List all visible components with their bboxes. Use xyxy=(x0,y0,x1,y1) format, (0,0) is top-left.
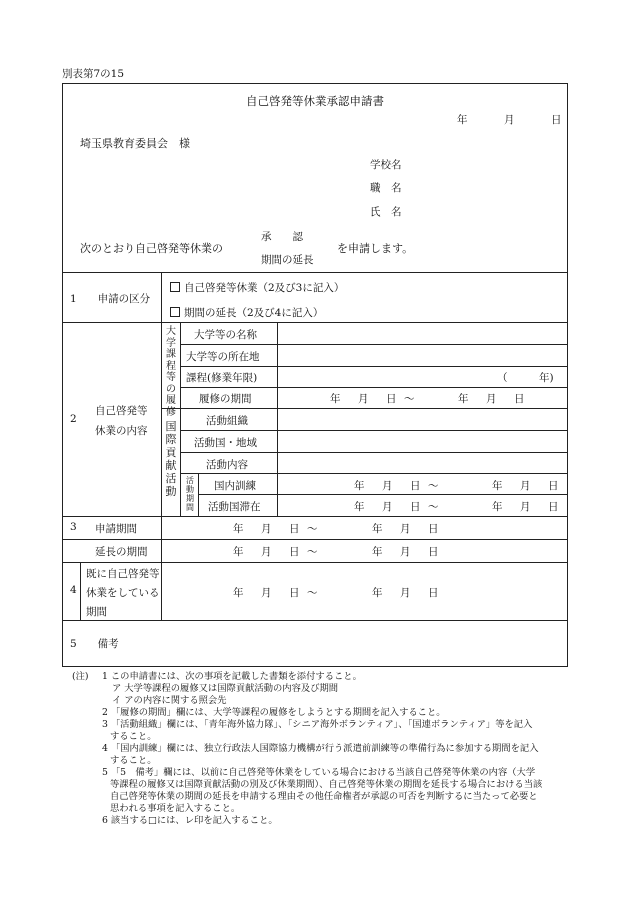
request-option-approval: 承 認 xyxy=(261,231,303,243)
sec2-label-1: 自己啓発等 xyxy=(95,405,148,417)
sec1-option-extension[interactable]: 期間の延長（2及び4に記入） xyxy=(170,305,323,320)
request-option-extension: 期間の延長 xyxy=(261,254,314,266)
sec5-label: 5 備考 xyxy=(70,638,119,650)
sec3-label: 申請期間 xyxy=(95,523,137,535)
sec4-label-1: 既に自己啓発等 xyxy=(86,568,160,580)
name-label: 氏 名 xyxy=(370,206,402,218)
row-domestic-training: 国内訓練 xyxy=(214,480,256,492)
school-label: 学校名 xyxy=(370,159,402,171)
sec3-num: 3 xyxy=(70,521,77,533)
row-study-period: 履修の期間 xyxy=(199,393,252,405)
row-uni-location: 大学等の所在地 xyxy=(186,351,260,363)
checkbox-leave[interactable] xyxy=(170,282,180,292)
sec1-option-leave[interactable]: 自己啓発等休業（2及び3に記入） xyxy=(170,280,344,295)
row-content: 活動内容 xyxy=(206,459,248,471)
form-id: 別表第7の15 xyxy=(62,68,125,80)
period-group-label: 活動期間 xyxy=(186,476,194,512)
sec2-label-2: 休業の内容 xyxy=(95,425,148,437)
checkbox-extension[interactable] xyxy=(170,307,180,317)
row-uni-name: 大学等の名称 xyxy=(194,329,257,341)
sec1-label: 1 申請の区分 xyxy=(70,293,151,305)
sec4-label-2: 休業をしている xyxy=(86,587,160,599)
request-suffix: を申請します。 xyxy=(337,242,414,255)
row-course: 課程(修業年限) xyxy=(186,372,258,384)
request-prefix: 次のとおり自己啓発等休業の xyxy=(80,242,223,255)
row-stay: 活動国滞在 xyxy=(208,501,261,513)
uni-group-label: 大学課程等の履修 xyxy=(166,326,176,418)
sec4-label-3: 期間 xyxy=(86,606,107,618)
intl-group-label: 国際貢献活動 xyxy=(165,420,177,498)
sec2-num: 2 xyxy=(70,413,77,425)
addressee: 埼玉県教育委員会 様 xyxy=(80,137,190,150)
row-org: 活動組織 xyxy=(206,415,248,427)
sec4-num: 4 xyxy=(70,584,77,596)
row-country: 活動国・地域 xyxy=(194,437,257,449)
course-years: （ 年) xyxy=(497,372,554,384)
position-label: 職 名 xyxy=(370,182,402,194)
ext-label: 延長の期間 xyxy=(95,546,148,558)
form-title: 自己啓発等休業承認申請書 xyxy=(246,94,384,108)
